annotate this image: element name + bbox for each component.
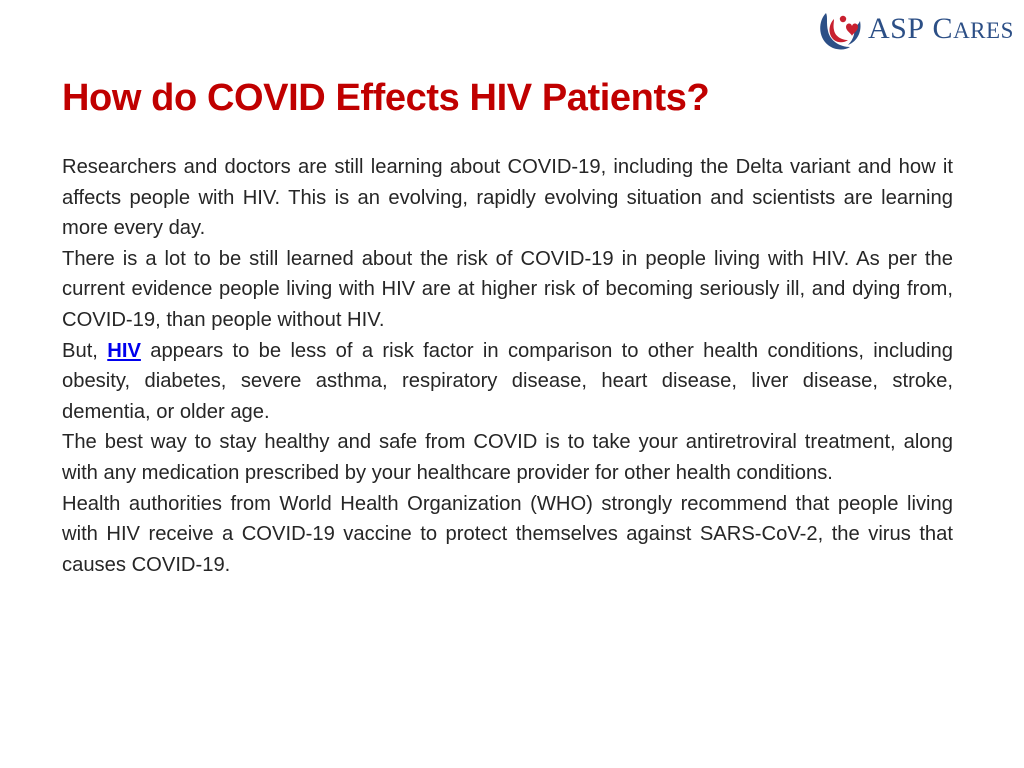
paragraph-3-suffix: appears to be less of a risk factor in comparison to other health conditions, including obesity, diabetes, severe asthma, respiratory disease, heart disease, liver disease, stroke, dementia, or older age. (62, 339, 953, 423)
logo-wordmark (868, 12, 1014, 46)
logo-text-cares-initial: C (932, 12, 954, 45)
logo-text-asp: ASP (868, 12, 925, 45)
slide-title: How do COVID Effects HIV Patients? (62, 77, 710, 119)
slide-body (62, 152, 953, 580)
asp-cares-logo (816, 4, 1014, 54)
caring-hands-heart-icon (816, 5, 864, 53)
paragraph-2: There is a lot to be still learned about the risk of COVID-19 in people living with HIV. As per the current evidence people living with HIV are at higher risk of becoming seriously ill, and dying from, COVID-19, than people without HIV. (62, 247, 953, 331)
paragraph-4: The best way to stay healthy and safe from COVID is to take your antiretroviral treatment, along with any medication prescribed by your healthcare provider for other health conditions. (62, 431, 953, 484)
paragraph-1: Researchers and doctors are still learning about COVID-19, including the Delta variant and how it affects people with HIV. This is an evolving, rapidly evolving situation and scientists are learning more every day. (62, 156, 953, 240)
paragraph-3 (62, 336, 953, 428)
paragraph-3-prefix: But, (62, 339, 108, 362)
hiv-link[interactable]: HIV (107, 339, 141, 362)
logo-text-cares (933, 12, 1014, 46)
paragraph-5: Health authorities from World Health Organization (WHO) strongly recommend that people living with HIV receive a COVID-19 vaccine to protect themselves against SARS-CoV-2, the virus that causes COVID-19. (62, 492, 953, 576)
logo-text-cares-rest: ARES (953, 18, 1014, 43)
